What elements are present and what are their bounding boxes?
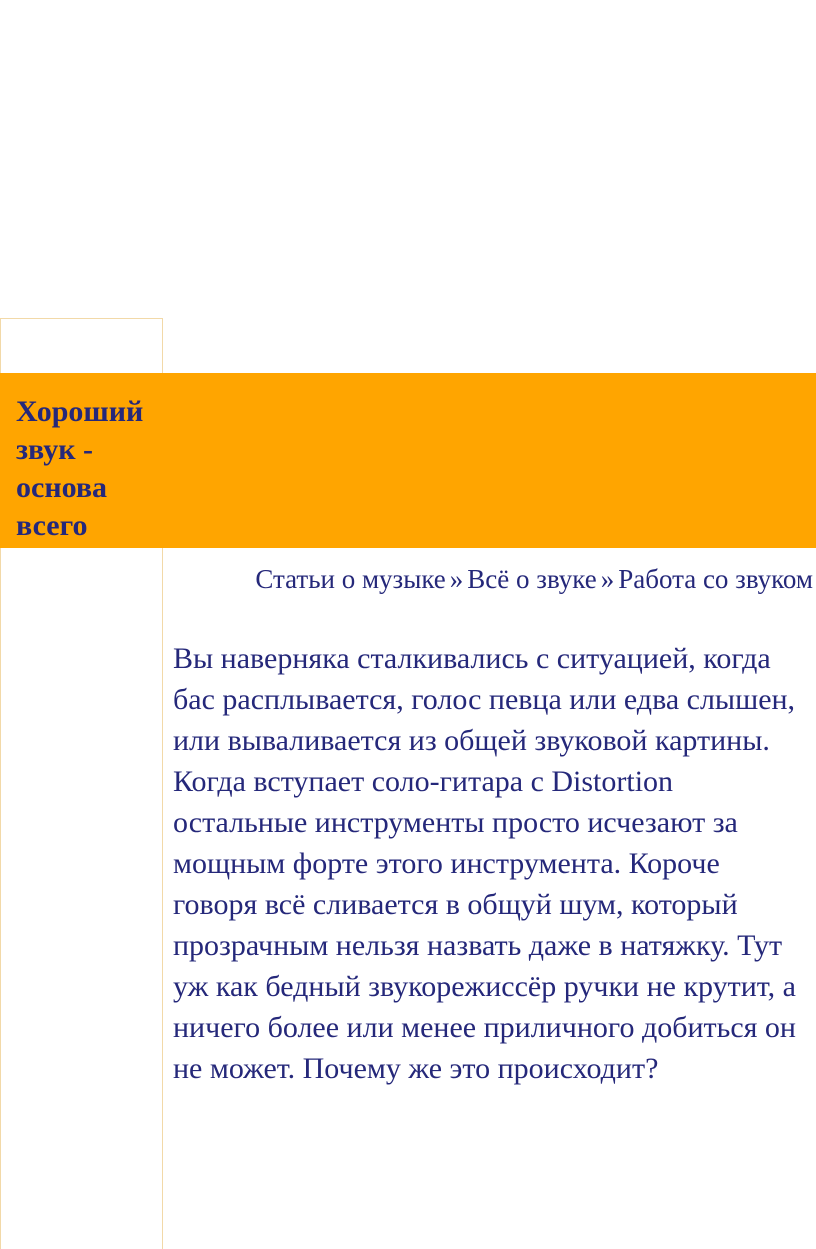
page-title-line: Хороший xyxy=(16,395,144,428)
breadcrumb-item-articles[interactable]: Статьи о музыке xyxy=(255,564,446,594)
page-title-line: звук - xyxy=(16,433,94,466)
page-title-line: основа xyxy=(16,471,108,504)
page-title-line: всего xyxy=(16,509,88,542)
breadcrumb xyxy=(173,560,813,598)
breadcrumb-item-sound[interactable]: Всё о звуке xyxy=(467,564,597,594)
page-title xyxy=(16,393,176,545)
breadcrumb-separator: » xyxy=(449,564,464,594)
breadcrumb-item-sound-work[interactable]: Работа со звуком xyxy=(618,564,813,594)
breadcrumb-separator: » xyxy=(600,564,615,594)
title-banner xyxy=(0,373,816,548)
main-content xyxy=(163,548,816,1249)
empty-header-cell xyxy=(0,318,163,373)
left-sidebar-column xyxy=(0,548,163,1249)
article-text: Вы наверняка сталкивались с ситуацией, когда бас расплывается, голос певца или едва слышен, или вываливается из общей звуковой картины. Когда вступает соло-гитара с Distortion остальные инструменты просто исчезают за мощным форте этого инструмента. Короче говоря всё сливается в общуй шум, который прозрачным нельзя назвать даже в натяжку. Тут уж как бедный звукорежиссёр ручки не крутит, а ничего более или менее приличного добиться он не может. Почему же это происходит? xyxy=(173,642,796,1085)
